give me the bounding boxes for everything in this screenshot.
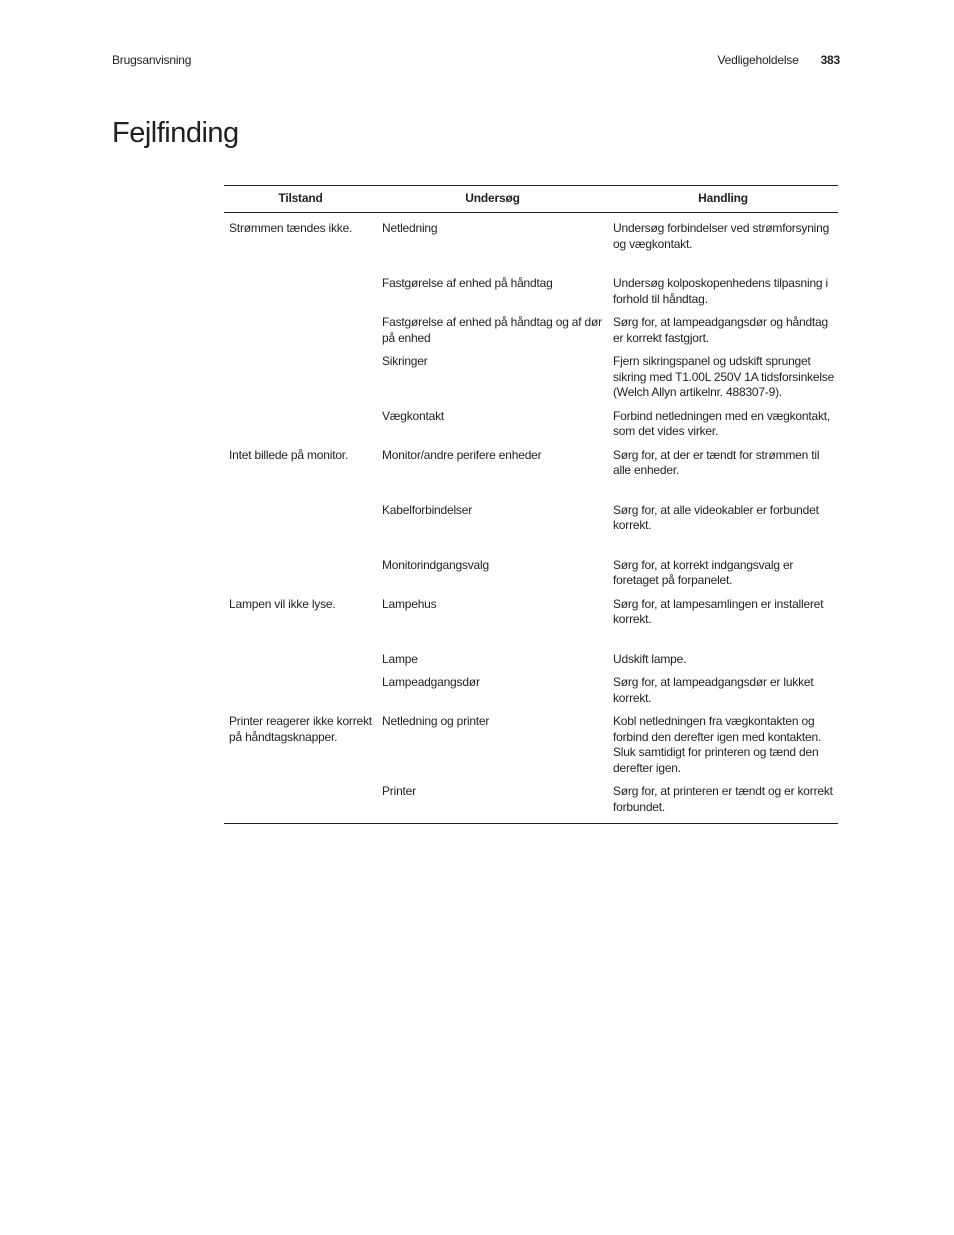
running-header-section: Vedligeholdelse bbox=[717, 53, 799, 67]
table-row bbox=[224, 776, 838, 824]
cell-action: Undersøg kolposkopenhedens tilpasning i forhold til håndtag. bbox=[613, 276, 829, 306]
troubleshooting-table-container bbox=[224, 185, 838, 824]
page-number: 383 bbox=[820, 53, 840, 67]
cell-action: Sørg for, at printeren er tændt og er korrekt forbundet. bbox=[608, 776, 838, 824]
cell-check: Netledning bbox=[382, 221, 438, 235]
cell-check: Lampehus bbox=[382, 596, 437, 611]
cell-check: Lampe bbox=[382, 651, 418, 666]
cell-check: Fastgørelse af enhed på håndtag bbox=[382, 276, 553, 290]
cell-check: Netledning og printer bbox=[382, 714, 490, 728]
cell-action: Udskift lampe. bbox=[613, 651, 687, 666]
table-row bbox=[224, 706, 838, 776]
cell-check: Sikringer bbox=[382, 354, 428, 368]
cell-action: Sørg for, at korrekt indgangsvalg er foretaget på forpanelet. bbox=[613, 557, 794, 587]
cell-action: Fjern sikringspanel og udskift sprunget sikring med T1.00L 250V 1A tidsforsinkelse (Welch Allyn artikelnr. 488307-9). bbox=[613, 354, 835, 399]
cell-condition bbox=[224, 534, 377, 589]
page-title: Fejlfinding bbox=[112, 117, 239, 149]
column-header-condition: Tilstand bbox=[224, 186, 377, 213]
cell-condition: Intet billede på monitor. bbox=[229, 447, 349, 462]
table-row bbox=[224, 401, 838, 440]
table-row bbox=[224, 213, 838, 253]
cell-action: Sørg for, at lampeadgangsdør og håndtag er korrekt fastgjort. bbox=[613, 315, 829, 345]
cell-action: Sørg for, at lampesamlingen er installeret korrekt. bbox=[613, 596, 824, 626]
table-row bbox=[224, 307, 838, 346]
cell-condition bbox=[224, 479, 377, 534]
cell-action: Undersøg forbindelser ved strømforsyning og vægkontakt. bbox=[613, 221, 830, 251]
cell-action: Sørg for, at der er tændt for strømmen til alle enheder. bbox=[613, 447, 820, 477]
table-row bbox=[224, 589, 838, 628]
table-row bbox=[224, 252, 838, 307]
cell-condition bbox=[224, 252, 377, 307]
cell-check: Lampeadgangsdør bbox=[382, 675, 480, 689]
cell-condition bbox=[224, 667, 377, 706]
cell-action: Sørg for, at alle videokabler er forbundet korrekt. bbox=[613, 502, 819, 532]
table-header-row bbox=[224, 186, 838, 213]
table-row bbox=[224, 628, 838, 668]
cell-action: Forbind netledningen med en vægkontakt, som det vides virker. bbox=[613, 408, 831, 438]
running-header-right bbox=[718, 53, 841, 67]
cell-condition bbox=[224, 628, 377, 668]
cell-check: Monitor/andre perifere enheder bbox=[382, 447, 542, 462]
cell-check: Fastgørelse af enhed på håndtag og af dør på enhed bbox=[382, 315, 602, 345]
cell-condition bbox=[224, 307, 377, 346]
column-header-check: Undersøg bbox=[377, 186, 608, 213]
cell-check: Monitorindgangsvalg bbox=[382, 557, 489, 572]
table-row bbox=[224, 479, 838, 534]
troubleshooting-table bbox=[224, 185, 838, 824]
table-row bbox=[224, 346, 838, 401]
table-row bbox=[224, 667, 838, 706]
table-row bbox=[224, 534, 838, 589]
running-header-manual-title: Brugsanvisning bbox=[112, 53, 192, 67]
cell-condition: Lampen vil ikke lyse. bbox=[229, 596, 336, 611]
cell-condition: Strømmen tændes ikke. bbox=[229, 221, 353, 235]
cell-check: Vægkontakt bbox=[382, 408, 445, 423]
cell-condition: Printer reagerer ikke korrekt på håndtagsknapper. bbox=[229, 714, 372, 744]
table-row bbox=[224, 440, 838, 479]
cell-condition bbox=[224, 346, 377, 401]
cell-condition bbox=[224, 776, 377, 824]
column-header-action: Handling bbox=[608, 186, 838, 213]
cell-condition bbox=[224, 401, 377, 440]
cell-action: Kobl netledningen fra vægkontakten og forbind den derefter igen med kontakten. Sluk samtidigt for printeren og tænd den derefter igen. bbox=[613, 714, 822, 775]
table-body bbox=[224, 213, 838, 824]
cell-check: Printer bbox=[377, 776, 608, 824]
cell-action: Sørg for, at lampeadgangsdør er lukket korrekt. bbox=[613, 675, 814, 705]
cell-check: Kabelforbindelser bbox=[382, 502, 472, 517]
